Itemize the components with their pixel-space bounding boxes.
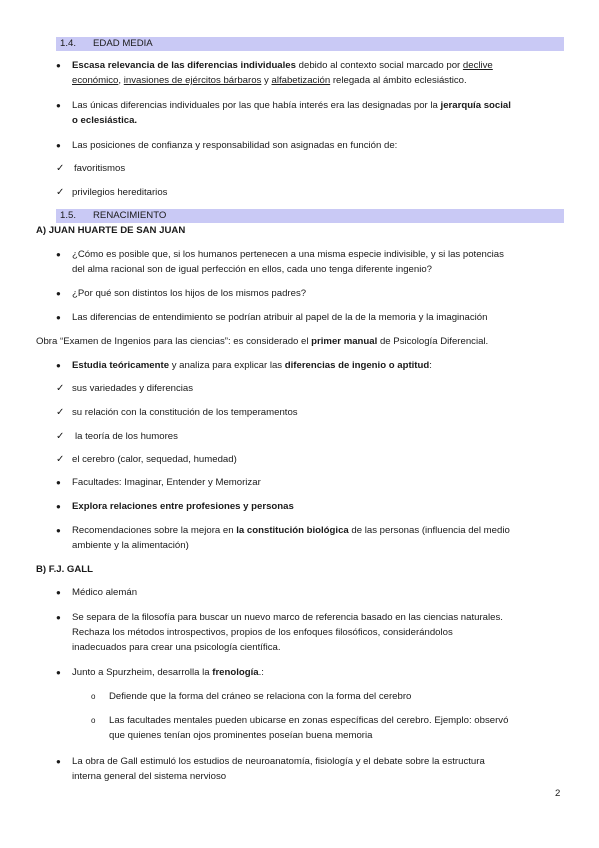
paragraph-continuation: ambiente y la alimentación) bbox=[72, 540, 189, 551]
list-item: la teoría de los humores bbox=[75, 431, 178, 442]
checkmark-icon: ✓ bbox=[56, 187, 65, 198]
list-item: privilegios hereditarios bbox=[72, 187, 168, 198]
paragraph-continuation: o eclesiástica. bbox=[72, 115, 138, 126]
page-number: 2 bbox=[555, 788, 561, 799]
checkmark-icon: ✓ bbox=[56, 431, 65, 442]
paragraph-continuation: del alma racional son de igual perfección en ellos, cada uno tenga diferente ingenio? bbox=[72, 264, 433, 275]
list-item: favoritismos bbox=[74, 163, 126, 174]
list-item: su relación con la constitución de los temperamentos bbox=[72, 407, 298, 418]
paragraph: Recomendaciones sobre la mejora en la constitución biológica de las personas (influencia del medio bbox=[72, 525, 510, 536]
paragraph: Médico alemán bbox=[72, 587, 138, 598]
section-number: 1.4. bbox=[60, 38, 77, 49]
paragraph: ¿Por qué son distintos los hijos de los mismos padres? bbox=[72, 288, 307, 299]
paragraph: Obra “Examen de Ingenios para las ciencias”: es considerado el primer manual de Psicología Diferencial. bbox=[36, 336, 489, 347]
list-item: sus variedades y diferencias bbox=[72, 383, 194, 394]
circle-bullet-icon: o bbox=[91, 716, 96, 725]
checkmark-icon: ✓ bbox=[56, 163, 65, 174]
checkmark-icon: ✓ bbox=[56, 407, 65, 418]
bullet-icon: ● bbox=[56, 502, 61, 511]
paragraph-continuation: interna general del sistema nervioso bbox=[72, 771, 227, 782]
paragraph: Las diferencias de entendimiento se podrían atribuir al papel de la de la memoria y la imaginación bbox=[72, 312, 488, 323]
checkmark-icon: ✓ bbox=[56, 454, 65, 465]
paragraph: Junto a Spurzheim, desarrolla la frenología.: bbox=[72, 667, 264, 678]
bullet-icon: ● bbox=[56, 141, 61, 150]
bullet-icon: ● bbox=[56, 668, 61, 677]
circle-bullet-icon: o bbox=[91, 692, 96, 701]
bullet-icon: ● bbox=[56, 101, 61, 110]
section-title: EDAD MEDIA bbox=[93, 38, 153, 49]
subsection-heading: A) JUAN HUARTE DE SAN JUAN bbox=[36, 225, 186, 236]
paragraph: Estudia teóricamente y analiza para explicar las diferencias de ingenio o aptitud: bbox=[72, 360, 432, 371]
sub-list-item: Las facultades mentales pueden ubicarse en zonas específicas del cerebro. Ejemplo: observó bbox=[109, 715, 509, 726]
section-header-edad-media bbox=[56, 37, 564, 51]
checkmark-icon: ✓ bbox=[56, 383, 65, 394]
paragraph: Las posiciones de confianza y responsabilidad son asignadas en función de: bbox=[72, 140, 398, 151]
bullet-icon: ● bbox=[56, 313, 61, 322]
section-header-renacimiento bbox=[56, 209, 564, 223]
paragraph-continuation: inadecuados para crear una psicología científica. bbox=[72, 642, 281, 653]
paragraph: Escasa relevancia de las diferencias individuales debido al contexto social marcado por declive bbox=[72, 60, 493, 71]
paragraph: Se separa de la filosofía para buscar un nuevo marco de referencia basado en las ciencias naturales. bbox=[72, 612, 503, 623]
bullet-icon: ● bbox=[56, 250, 61, 259]
sub-list-item-continuation: que quienes tenían ojos prominentes poseían buena memoria bbox=[109, 730, 373, 741]
section-title: RENACIMIENTO bbox=[93, 210, 167, 221]
paragraph: ¿Cómo es posible que, si los humanos pertenecen a una misma especie indivisible, y si las potencias bbox=[72, 249, 504, 260]
paragraph: Facultades: Imaginar, Entender y Memorizar bbox=[72, 477, 261, 488]
bullet-icon: ● bbox=[56, 526, 61, 535]
sub-list-item: Defiende que la forma del cráneo se relaciona con la forma del cerebro bbox=[109, 691, 412, 702]
section-number: 1.5. bbox=[60, 210, 77, 221]
bullet-icon: ● bbox=[56, 613, 61, 622]
paragraph-continuation: económico, invasiones de ejércitos bárbaros y alfabetización relegada al ámbito eclesiástico. bbox=[72, 75, 467, 86]
bullet-icon: ● bbox=[56, 588, 61, 597]
paragraph: Explora relaciones entre profesiones y personas bbox=[72, 501, 294, 512]
bullet-icon: ● bbox=[56, 361, 61, 370]
list-item: el cerebro (calor, sequedad, humedad) bbox=[72, 454, 237, 465]
bullet-icon: ● bbox=[56, 757, 61, 766]
bullet-icon: ● bbox=[56, 478, 61, 487]
paragraph-continuation: Rechaza los métodos introspectivos, propios de los enfoques filosóficos, considerándolos bbox=[72, 627, 453, 638]
bullet-icon: ● bbox=[56, 289, 61, 298]
paragraph: La obra de Gall estimuló los estudios de neuroanatomía, fisiología y el debate sobre la estructura bbox=[72, 756, 485, 767]
bullet-icon: ● bbox=[56, 61, 61, 70]
subsection-heading: B) F.J. GALL bbox=[36, 564, 94, 575]
paragraph: Las únicas diferencias individuales por las que había interés era las designadas por la jerarquía social bbox=[72, 100, 511, 111]
